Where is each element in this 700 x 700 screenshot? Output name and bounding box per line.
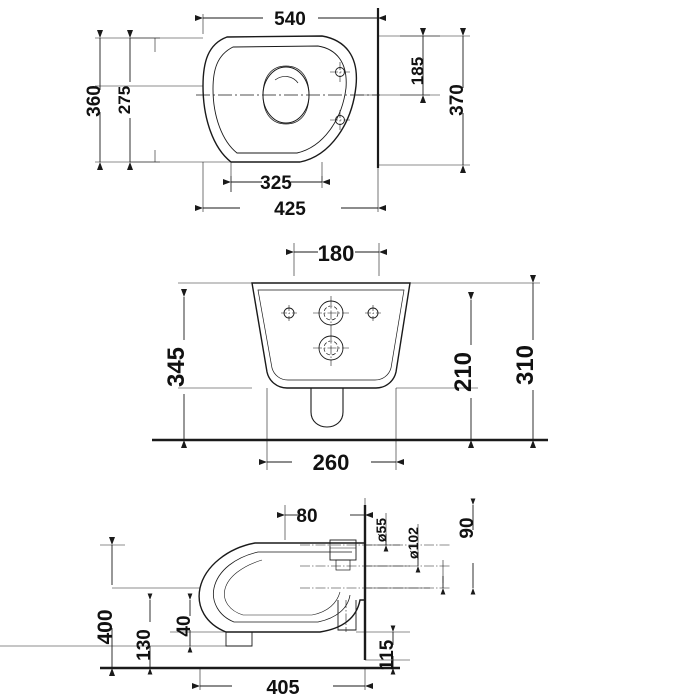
dimension-top-360: 360: [84, 85, 105, 117]
dimension-top-275: 275: [115, 85, 134, 115]
dimension-side-130: 130: [134, 629, 155, 661]
dimension-top-325: 325: [260, 173, 292, 194]
dimension-top-425: 425: [274, 199, 306, 220]
front-view-extension-lines: [178, 243, 540, 470]
dimension-front-345: 345: [163, 346, 190, 388]
dimension-front-260: 260: [312, 450, 350, 475]
dimension-side-d102: ø102: [405, 527, 421, 559]
dimension-top-185: 185: [408, 56, 427, 86]
dimension-side-115: 115: [377, 639, 398, 671]
dimension-front-180: 180: [317, 241, 355, 266]
dimension-side-90: 90: [457, 517, 478, 539]
dimension-top-540: 540: [274, 9, 306, 30]
dimension-side-400: 400: [94, 609, 117, 645]
dimension-side-80: 80: [296, 506, 318, 527]
dimension-side-d55: ø55: [373, 517, 389, 543]
dimension-front-310: 310: [512, 344, 539, 386]
dimension-top-370: 370: [447, 84, 468, 116]
dimension-side-405: 405: [266, 677, 300, 699]
front-view-geometry: [152, 283, 548, 440]
dimension-front-210: 210: [450, 351, 477, 393]
top-view-geometry: [196, 8, 380, 168]
dimension-side-40: 40: [174, 615, 195, 637]
